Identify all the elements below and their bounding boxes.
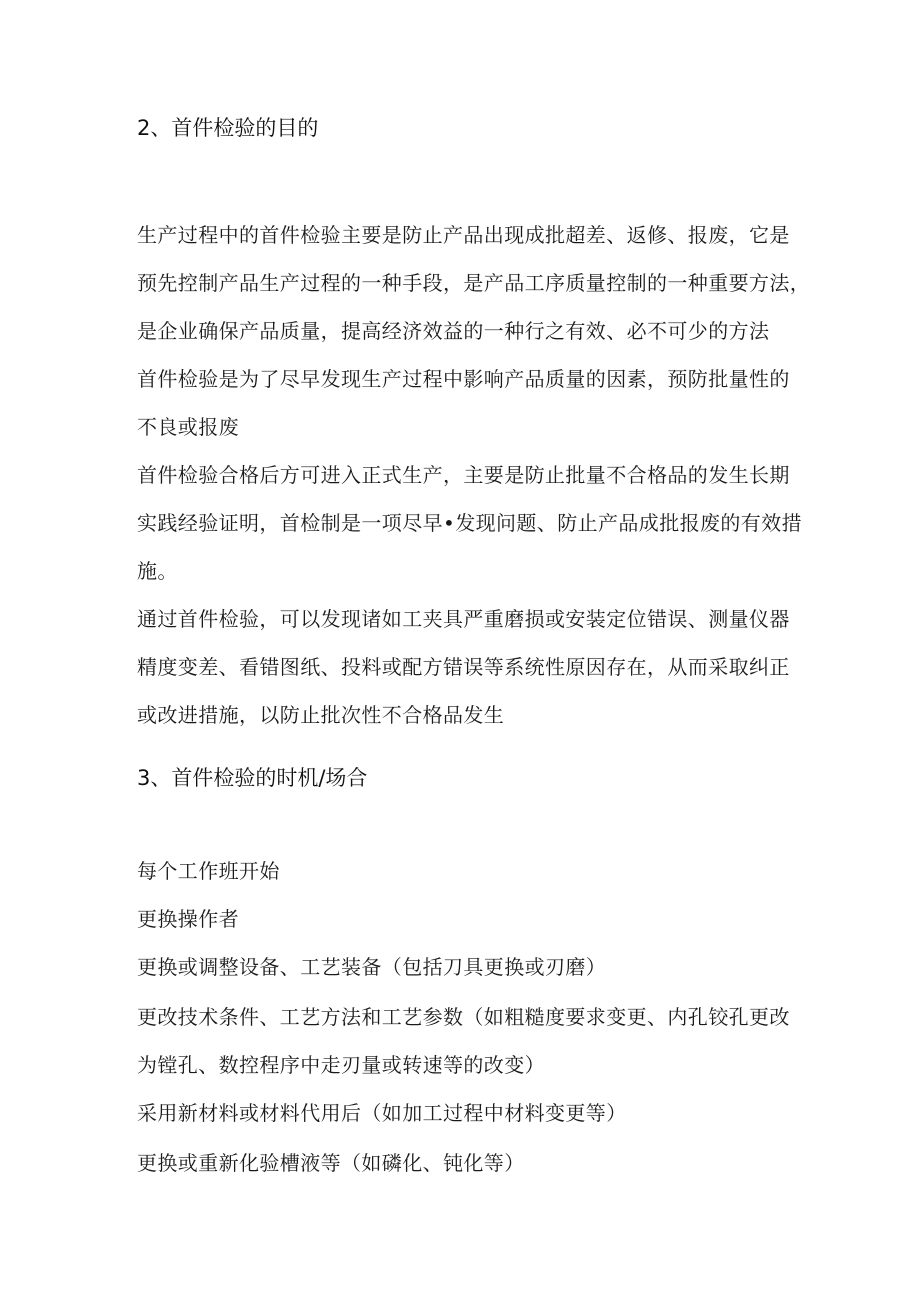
list-item: 更换或调整设备、工艺装备（包括刀具更换或刃磨）: [137, 955, 607, 979]
list-item: 更换操作者: [137, 907, 239, 931]
paragraph-line: 预先控制产品生产过程的一种手段，是产品工序质量控制的一种重要方法，: [137, 271, 811, 295]
section-3-heading: 3、首件检验的时机/场合: [137, 766, 368, 790]
paragraph-line: 不良或报废: [137, 415, 239, 439]
paragraph-line: 实践经验证明，首检制是一项尽早•发现问题、防止产品成批报废的有效措: [137, 511, 802, 535]
paragraph-line: 生产过程中的首件检验主要是防止产品出现成批超差、返修、报废，它是: [137, 223, 790, 247]
paragraph-line: 首件检验是为了尽早发现生产过程中影响产品质量的因素，预防批量性的: [137, 367, 790, 391]
section-2-heading: 2、首件检验的目的: [137, 116, 319, 140]
paragraph-line: 或改进措施，以防止批次性不合格品发生: [137, 703, 505, 727]
paragraph-line: 施。: [137, 559, 178, 583]
paragraph-line: 通过首件检验，可以发现诸如工夹具严重磨损或安装定位错误、测量仪器: [137, 607, 790, 631]
list-item: 每个工作班开始: [137, 859, 280, 883]
list-item: 为镗孔、数控程序中走刃量或转速等的改变）: [137, 1053, 545, 1077]
paragraph-line: 首件检验合格后方可进入正式生产，主要是防止批量不合格品的发生长期: [137, 463, 790, 487]
list-item: 更换或重新化验槽液等（如磷化、钝化等）: [137, 1151, 525, 1175]
list-item: 采用新材料或材料代用后（如加工过程中材料变更等）: [137, 1101, 627, 1125]
paragraph-line: 是企业确保产品质量，提高经济效益的一种行之有效、必不可少的方法: [137, 319, 770, 343]
list-item: 更改技术条件、工艺方法和工艺参数（如粗糙度要求变更、内孔铰孔更改: [137, 1005, 790, 1029]
paragraph-line: 精度变差、看错图纸、投料或配方错误等系统性原因存在，从而采取纠正: [137, 655, 790, 679]
